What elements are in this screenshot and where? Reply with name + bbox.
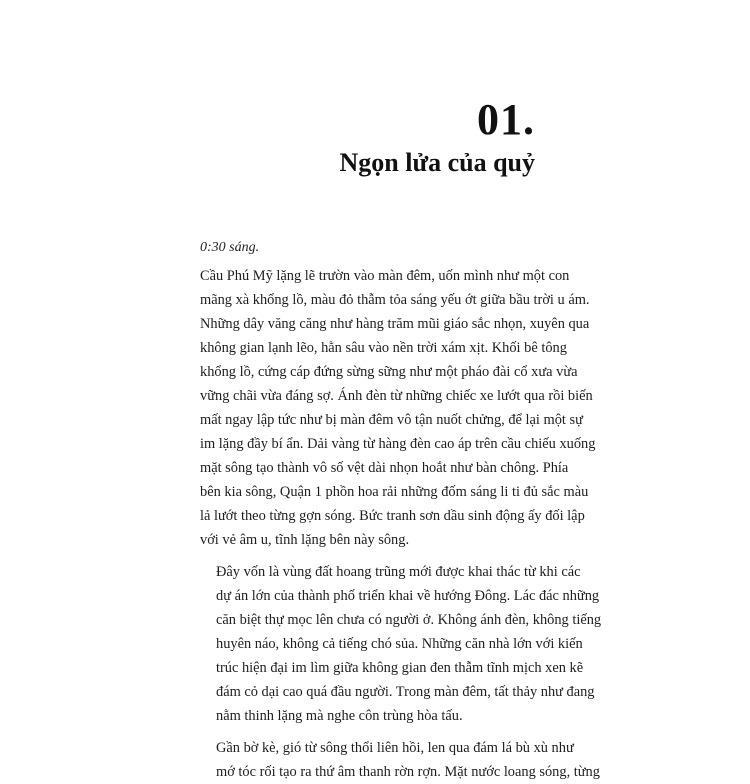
- text-line: mớ tóc rối tạo ra thứ âm thanh rờn rợn. Mặt nước loang sóng, từng: [216, 764, 600, 780]
- body-text: [200, 264, 602, 784]
- paragraph: [200, 736, 600, 784]
- text-line: đám cỏ dại cao quá đầu người. Trong màn đêm, tất thảy như đang: [216, 684, 595, 700]
- text-line: nằm thinh lặng mà nghe côn trùng hòa tấu.: [216, 708, 463, 724]
- text-line: mặt sông tạo thành vô số vệt dài nhọn hoắt như bàn chông. Phía: [200, 460, 569, 476]
- text-line: Những dây văng căng như hàng trăm mũi giáo sắc nhọn, xuyên qua: [200, 316, 590, 332]
- text-line: mãng xà khổng lồ, màu đỏ thẫm tỏa sáng yếu ớt giữa bầu trời u ám.: [200, 292, 590, 308]
- text-line: trúc hiện đại im lìm giữa không gian đen thẫm tĩnh mịch xen kẽ: [216, 660, 584, 676]
- text-line: lả lướt theo từng gợn sóng. Bức tranh sơn dầu sinh động ấy đối lập: [200, 508, 585, 524]
- chapter-number: 01.: [477, 95, 535, 144]
- text-line: Gần bờ kè, gió từ sông thổi liên hồi, len qua đám lá bù xù như: [216, 740, 574, 756]
- text-line: Đây vốn là vùng đất hoang trũng mới được khai thác từ khi các: [216, 564, 581, 580]
- text-line: dự án lớn của thành phố triển khai về hướng Đông. Lác đác những: [216, 588, 600, 604]
- text-line: mất ngay lập tức như bị màn đêm vô tận nuốt chửng, để lại một sự: [200, 412, 583, 428]
- paragraph: [200, 560, 602, 728]
- time-stamp: 0:30 sáng.: [200, 240, 260, 255]
- text-line: Cầu Phú Mỹ lặng lẽ trườn vào màn đêm, uốn mình như một con: [200, 268, 570, 284]
- text-line: vững chãi vừa đáng sợ. Ánh đèn từ những chiếc xe lướt qua rồi biến: [200, 388, 593, 404]
- text-line: căn biệt thự mọc lên chưa có người ở. Không ánh đèn, không tiếng: [216, 612, 602, 628]
- chapter-title: Ngọn lửa của quỷ: [339, 148, 535, 177]
- text-line: huyên náo, không cả tiếng chó sủa. Những căn nhà lớn với kiến: [216, 636, 583, 652]
- paragraph: [200, 264, 596, 552]
- text-line: khổng lồ, cứng cáp đứng sừng sững như một pháo đài cổ xưa vừa: [200, 364, 578, 380]
- text-line: im lặng đầy bí ẩn. Dải vàng từ hàng đèn cao áp trên cầu chiếu xuống: [200, 436, 596, 452]
- text-line: bên kia sông, Quận 1 phồn hoa rải những đốm sáng li ti đủ sắc màu: [200, 484, 589, 500]
- text-line: không gian lạnh lẽo, hằn sâu vào nền trời xám xịt. Khối bê tông: [200, 340, 567, 356]
- text-line: với vẻ âm u, tĩnh lặng bên này sông.: [200, 532, 410, 548]
